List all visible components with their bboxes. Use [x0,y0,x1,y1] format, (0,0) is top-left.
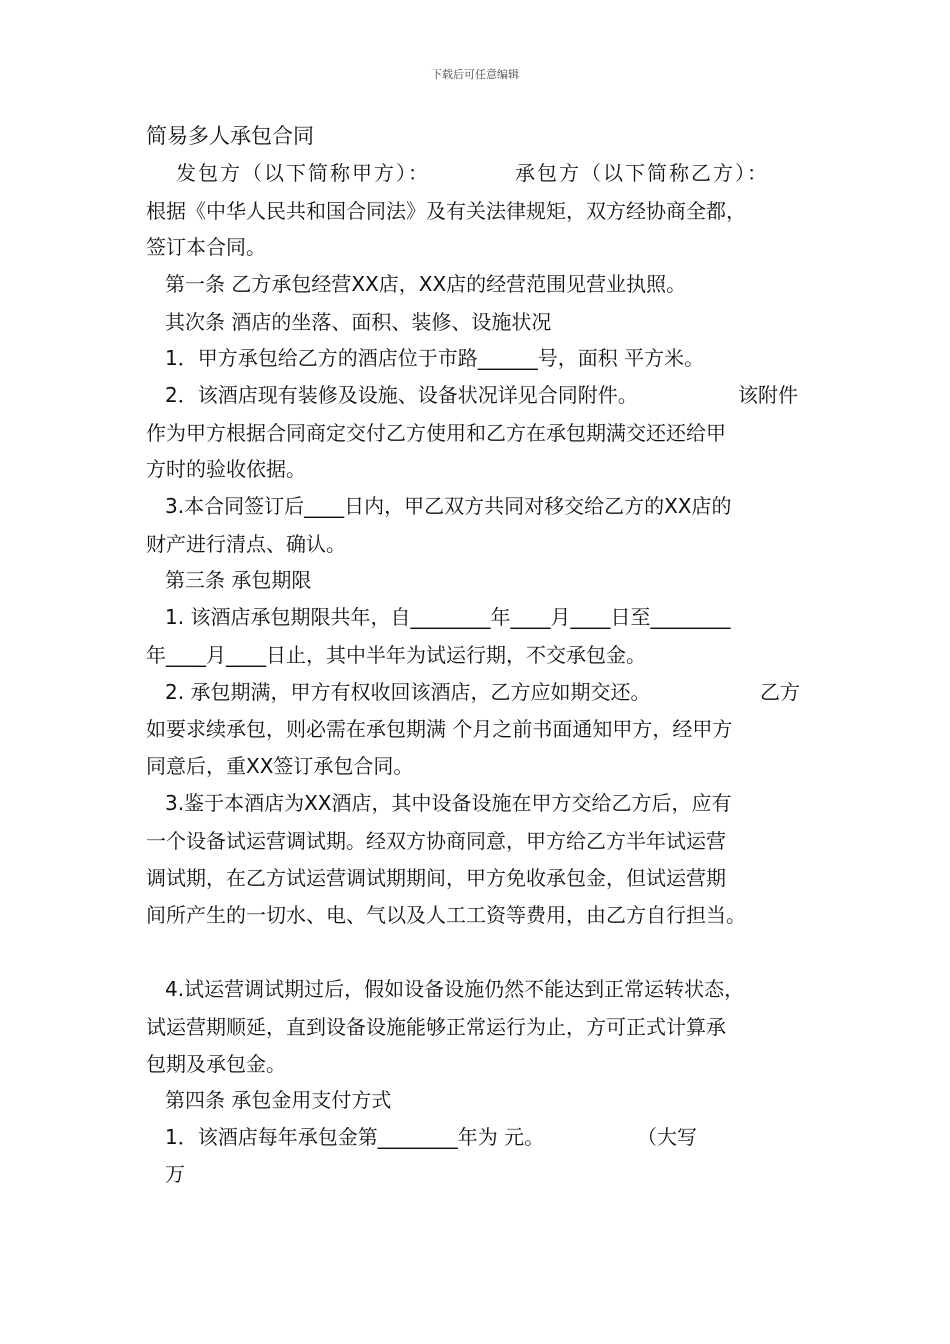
paragraph-line: 调试期，在乙方试运营调试期期间，甲方免收承包金，但试运营期 [146,866,726,890]
paragraph-line: 间所产生的一切水、电、气以及人工工资等费用，由乙方自行担当。 [146,903,746,927]
paragraph-line: 签订本合同。 [146,235,266,259]
paragraph-line: 作为甲方根据合同商定交付乙方使用和乙方在承包期满交还还给甲 [146,421,726,445]
paragraph-line: 3.鉴于本酒店为XX酒店，其中设备设施在甲方交给乙方后，应有 [165,791,732,815]
paragraph-line: 4.试运营调试期过后，假如设备设施仍然不能达到正常运转状态， [165,977,745,1001]
paragraph-line: 一个设备试运营调试期。经双方协商同意，甲方给乙方半年试运营 [146,829,726,853]
paragraph-line: 承包方（以下简称乙方）： [515,161,769,185]
paragraph-line: 如要求续承包，则必需在承包期满 个月之前书面通知甲方，经甲方 [146,717,733,741]
paragraph-line: 2．该酒店现有装修及设施、设备状况详见合同附件。 [165,383,638,407]
paragraph-line: 万 [165,1162,185,1186]
paragraph-line: 其次条 酒店的坐落、面积、装修、设施状况 [165,310,552,334]
paragraph-line: 1．该酒店每年承包金第________年为 元。 [165,1125,545,1149]
paragraph-line: 年____月____日止，其中半年为试运行期，不交承包金。 [146,643,646,667]
paragraph-line: （大写 [637,1125,697,1149]
paragraph-line: 发包方（以下简称甲方）： [176,161,430,185]
paragraph-line: 财产进行清点、确认。 [146,532,346,556]
paragraph-line: 2. 承包期满，甲方有权收回该酒店，乙方应如期交还。 [165,680,651,704]
paragraph-line: 第一条 乙方承包经营XX店，XX店的经营范围见营业执照。 [165,272,687,296]
page-header-note: 下载后可任意编辑 [431,68,519,81]
paragraph-line: 乙方 [760,680,800,704]
paragraph-line: 3.本合同签订后____日内，甲乙双方共同对移交给乙方的XX店的 [165,494,732,518]
paragraph-line: 1. 该酒店承包期限共年，自________年____月____日至________ [165,605,731,629]
paragraph-line: 试运营期顺延，直到设备设施能够正常运行为止，方可正式计算承 [146,1015,726,1039]
paragraph-line: 1．甲方承包给乙方的酒店位于市路______号，面积 平方米。 [165,346,705,370]
paragraph-line: 第三条 承包期限 [165,568,312,592]
paragraph-line: 同意后，重XX签订承包合同。 [146,754,414,778]
paragraph-line: 第四条 承包金用支付方式 [165,1088,392,1112]
paragraph-line: 该附件 [738,383,798,407]
paragraph-line: 包期及承包金。 [146,1052,286,1076]
paragraph-line: 根据《中华人民共和国合同法》及有关法律规矩，双方经协商全都， [146,199,746,223]
document-title: 简易多人承包合同 [146,124,314,148]
paragraph-line: 方时的验收依据。 [146,457,306,481]
